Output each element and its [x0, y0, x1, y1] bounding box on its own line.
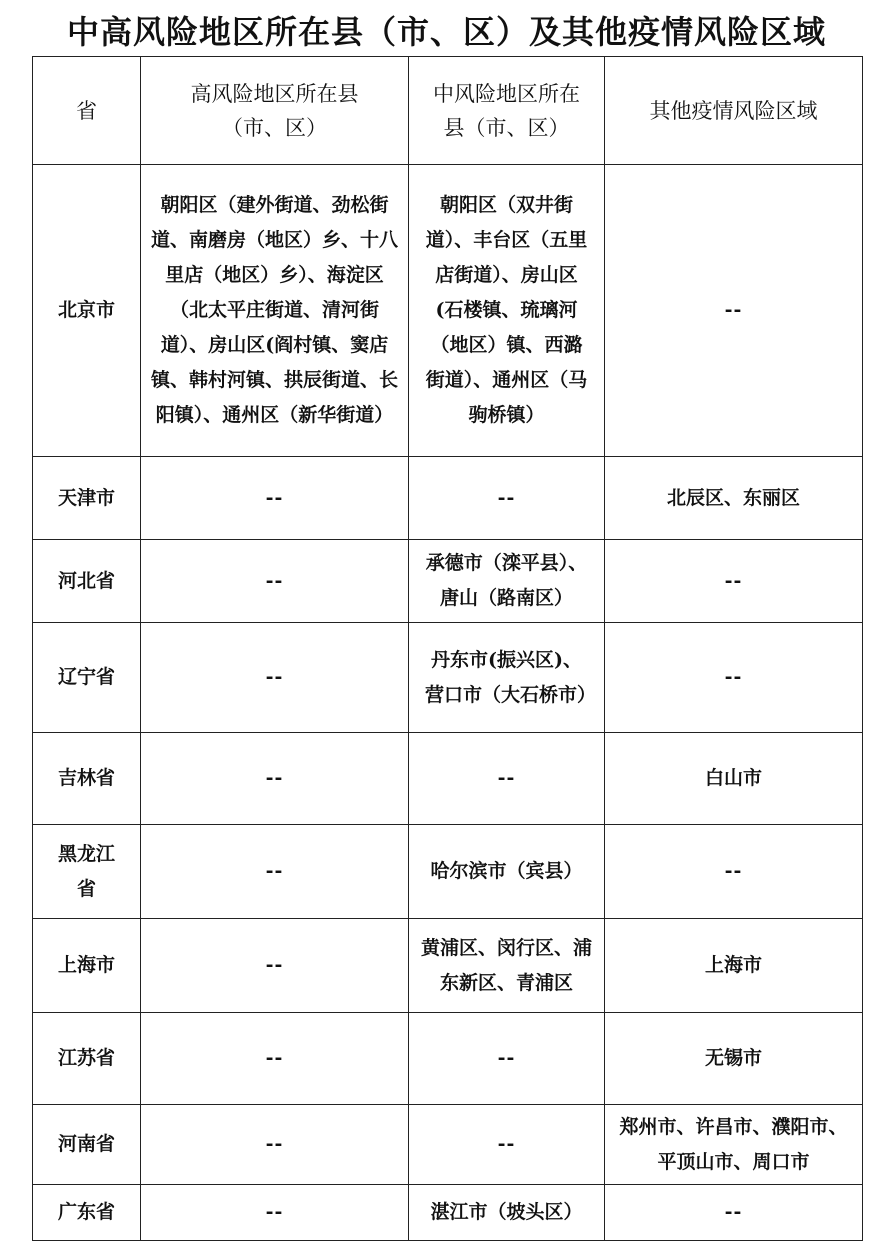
table-row [33, 623, 863, 733]
table-row [33, 1105, 863, 1185]
high-risk-cell: -- [141, 733, 409, 825]
table-row [33, 457, 863, 540]
medium-risk-cell: -- [409, 733, 605, 825]
province-cell: 河北省 [33, 540, 141, 623]
other-risk-cell: -- [605, 623, 863, 733]
other-risk-cell: 郑州市、许昌市、濮阳市、平顶山市、周口市 [605, 1105, 863, 1185]
high-risk-cell: -- [141, 919, 409, 1013]
header-other-risk: 其他疫情风险区域 [605, 57, 863, 165]
medium-risk-cell: 哈尔滨市（宾县） [409, 825, 605, 919]
medium-risk-cell: 黄浦区、闵行区、浦东新区、青浦区 [409, 919, 605, 1013]
medium-risk-cell: 承德市（滦平县）、唐山（路南区） [409, 540, 605, 623]
high-risk-cell: 朝阳区（建外街道、劲松街道、南磨房（地区）乡、十八里店（地区）乡）、海淀区（北太平庄街道、清河街道）、房山区(阎村镇、窦店镇、韩村河镇、拱辰街道、长阳镇）、通州区（新华街道） [141, 165, 409, 457]
province-cell: 辽宁省 [33, 623, 141, 733]
risk-area-table [32, 56, 863, 1241]
high-risk-cell: -- [141, 457, 409, 540]
high-risk-cell: -- [141, 623, 409, 733]
high-risk-cell: -- [141, 825, 409, 919]
other-risk-cell: 白山市 [605, 733, 863, 825]
other-risk-cell: -- [605, 1185, 863, 1241]
province-cell: 天津市 [33, 457, 141, 540]
high-risk-cell: -- [141, 540, 409, 623]
table-row [33, 733, 863, 825]
table-row [33, 825, 863, 919]
table-row [33, 919, 863, 1013]
other-risk-cell: 上海市 [605, 919, 863, 1013]
province-cell: 江苏省 [33, 1013, 141, 1105]
other-risk-cell: 北辰区、东丽区 [605, 457, 863, 540]
medium-risk-cell: -- [409, 1105, 605, 1185]
province-cell: 北京市 [33, 165, 141, 457]
other-risk-cell: -- [605, 540, 863, 623]
province-cell: 上海市 [33, 919, 141, 1013]
province-cell: 黑龙江省 [33, 825, 141, 919]
medium-risk-cell: 湛江市（坡头区） [409, 1185, 605, 1241]
table-row [33, 1185, 863, 1241]
province-cell: 吉林省 [33, 733, 141, 825]
header-province: 省 [33, 57, 141, 165]
high-risk-cell: -- [141, 1185, 409, 1241]
table-row [33, 165, 863, 457]
province-cell: 广东省 [33, 1185, 141, 1241]
other-risk-cell: -- [605, 165, 863, 457]
medium-risk-cell: -- [409, 457, 605, 540]
high-risk-cell: -- [141, 1105, 409, 1185]
table-row [33, 540, 863, 623]
header-high-risk: 高风险地区所在县（市、区） [141, 57, 409, 165]
header-row [33, 57, 863, 165]
other-risk-cell: 无锡市 [605, 1013, 863, 1105]
table-row [33, 1013, 863, 1105]
other-risk-cell: -- [605, 825, 863, 919]
high-risk-cell: -- [141, 1013, 409, 1105]
medium-risk-cell: 朝阳区（双井街道）、丰台区（五里店街道）、房山区(石楼镇、琉璃河（地区）镇、西潞街道）、通州区（马驹桥镇） [409, 165, 605, 457]
medium-risk-cell: 丹东市(振兴区)、营口市（大石桥市） [409, 623, 605, 733]
document-title: 中高风险地区所在县（市、区）及其他疫情风险区域 [66, 13, 826, 51]
header-medium-risk: 中风险地区所在县（市、区） [409, 57, 605, 165]
province-cell: 河南省 [33, 1105, 141, 1185]
medium-risk-cell: -- [409, 1013, 605, 1105]
